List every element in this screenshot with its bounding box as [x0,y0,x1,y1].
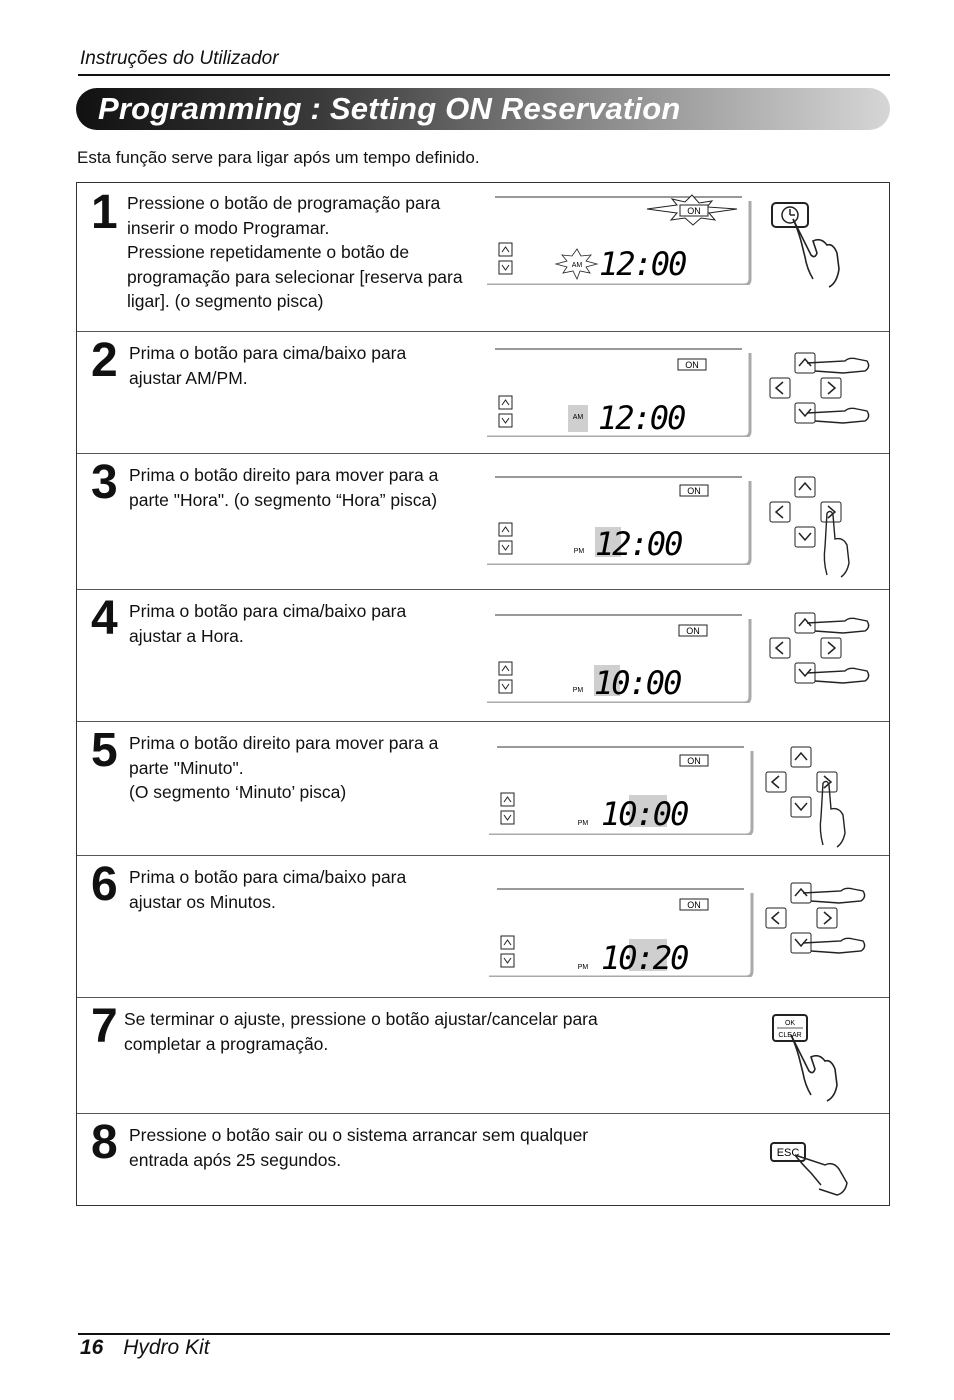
time-readout: 12:00 [595,525,682,563]
step-description: Prima o botão para cima/baixo para ajustar AM/PM. [129,343,407,388]
ampm-indicator: PM [573,548,585,555]
step-description: Pressione o botão sair ou o sistema arrancar sem qualquer entrada após 25 segundos. [129,1125,589,1170]
lcd-display [487,193,753,285]
direction-pad-icon [761,743,851,849]
ampm-indicator: PM [577,820,589,827]
lcd-display [487,345,753,437]
step-4 [77,589,889,722]
direction-pad-icon [765,343,873,433]
lcd-display [489,743,755,835]
up-arrow-icon [501,793,514,806]
down-arrow-icon [501,954,514,967]
direction-pad-icon [761,873,869,963]
on-indicator: ON [686,626,700,636]
lcd-display [489,885,755,977]
step-description: Pressione o botão de programação para inserir o modo Programar. Pressione repetidamente o botão de programação para selecionar [reserva para ligar]. (o segmento pisca) [127,193,463,311]
step-8 [77,1113,889,1205]
time-readout: 12:00 [598,399,685,437]
down-arrow-icon [499,261,512,274]
on-indicator: ON [687,206,701,216]
step-number: 3 [91,456,117,509]
step-number: 6 [91,858,117,911]
step-1 [77,183,889,332]
time-readout: 12:00 [599,245,686,283]
ok-clear-button-icon [767,1011,847,1103]
up-arrow-icon [499,396,512,409]
direction-pad-icon [765,473,855,579]
on-indicator: ON [685,360,699,370]
steps-table [76,182,890,1206]
up-arrow-icon [499,662,512,675]
step-description: Se terminar o ajuste, pressione o botão ajustar/cancelar para completar a programação. [124,1009,598,1054]
step-3 [77,453,889,590]
header-rule [78,74,890,76]
title-bar [76,88,890,130]
step-description: Prima o botão para cima/baixo para ajustar a Hora. [129,601,407,646]
clear-label: CLEAR [778,1032,802,1039]
ok-label: OK [784,1020,796,1027]
step-number: 2 [91,334,117,387]
down-arrow-icon [499,541,512,554]
program-button-icon [767,197,847,289]
step-description: Prima o botão para cima/baixo para ajustar os Minutos. [129,867,407,912]
ampm-indicator: PM [572,687,584,694]
time-readout: 10:00 [601,795,688,833]
on-indicator: ON [687,900,701,910]
on-indicator: ON [687,486,701,496]
down-arrow-icon [499,414,512,427]
page-number: 16 [80,1336,104,1359]
step-number: 1 [91,186,117,239]
up-arrow-icon [499,243,512,256]
esc-button-icon [767,1137,857,1197]
esc-label: ESC [776,1147,800,1159]
step-number: 5 [91,724,117,777]
on-indicator: ON [687,756,701,766]
step-number: 4 [91,592,117,645]
ampm-indicator: AM [571,262,583,269]
step-5 [77,721,889,856]
page-title: Programming : Setting ON Reservation [98,91,681,126]
step-description: Prima o botão direito para mover para a parte "Minuto". (O segmento ‘Minuto’ pisca) [129,733,439,802]
intro-text: Esta função serve para ligar após um tempo definido. [77,148,480,167]
running-head: Instruções do Utilizador [80,48,279,69]
product-name: Hydro Kit [123,1336,210,1359]
ampm-indicator: PM [577,964,589,971]
ampm-indicator: AM [572,414,584,421]
footer [80,1336,210,1360]
step-number: 8 [91,1116,117,1169]
step-description: Prima o botão direito para mover para a parte "Hora". (o segmento “Hora” pisca) [129,465,439,510]
time-readout: 10:00 [594,664,681,702]
step-7 [77,997,889,1114]
down-arrow-icon [499,680,512,693]
lcd-display [487,473,753,565]
up-arrow-icon [499,523,512,536]
time-readout: 10:20 [601,939,688,977]
step-2 [77,331,889,454]
direction-pad-icon [765,603,873,693]
up-arrow-icon [501,936,514,949]
down-arrow-icon [501,811,514,824]
footer-rule [78,1333,890,1335]
step-6 [77,855,889,998]
step-number: 7 [91,1000,117,1053]
lcd-display [487,611,753,703]
